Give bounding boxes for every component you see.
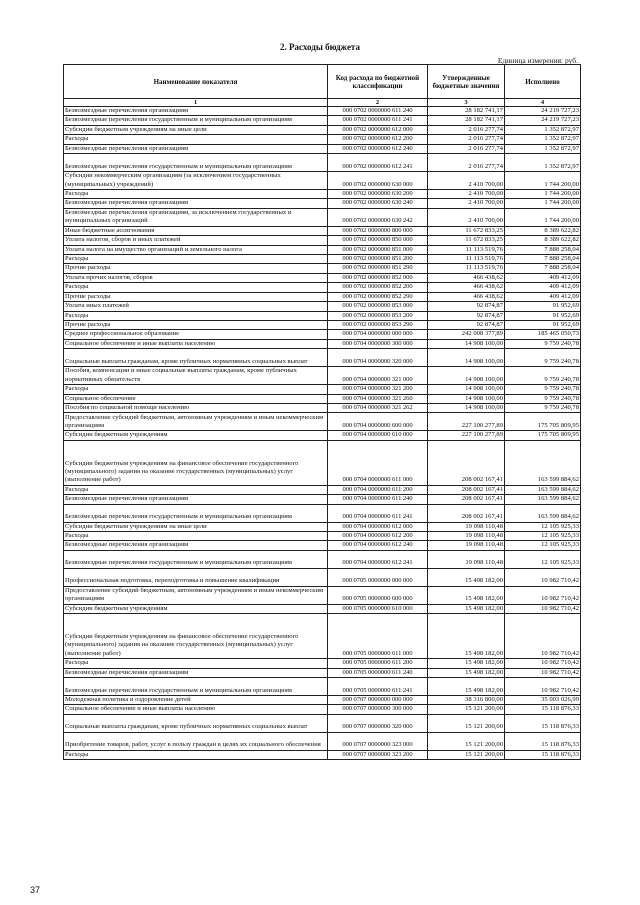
table-row <box>64 330 581 339</box>
row-name: Иные бюджетные ассигнования <box>64 226 328 235</box>
row-approved: 2 016 277,74 <box>428 144 505 153</box>
row-name: Социальное обеспечение и иные выплаты населению <box>64 339 328 348</box>
row-approved: 208 002 167,41 <box>428 440 505 485</box>
row-name: Социальное обеспечение и иные выплаты населению <box>64 705 328 714</box>
row-executed: 1 744 200,00 <box>505 199 581 208</box>
row-name: Безвозмездные перечисления государственным и муниципальным организациям <box>64 678 328 696</box>
row-approved: 208 002 167,41 <box>428 504 505 522</box>
row-approved: 2 410 700,00 <box>428 208 505 226</box>
row-name: Молодежная политика и оздоровление детей <box>64 696 328 705</box>
row-approved: 2 016 277,74 <box>428 154 505 172</box>
row-executed: 10 982 710,42 <box>505 678 581 696</box>
table-row <box>64 485 581 494</box>
header-approved: Утвержденные бюджетные значения <box>428 65 505 99</box>
row-executed: 10 982 710,42 <box>505 668 581 677</box>
row-executed: 1 744 200,00 <box>505 190 581 199</box>
table-row <box>64 264 581 273</box>
table-row <box>64 413 581 431</box>
row-code: 000 0704 0000000 321 000 <box>328 367 428 385</box>
row-code: 000 0704 0000000 611 241 <box>328 504 428 522</box>
row-executed: 163 599 884,62 <box>505 485 581 494</box>
row-approved: 227 100 277,89 <box>428 431 505 440</box>
row-code: 000 0704 0000000 321 200 <box>328 385 428 394</box>
row-name: Предоставление субсидий бюджетным, автономным учреждениям и иным некоммерческим организациям <box>64 586 328 604</box>
row-name: Безвозмездные перечисления организациям <box>64 668 328 677</box>
row-name: Уплата иных платежей <box>64 302 328 311</box>
row-code: 000 0702 0000000 630 200 <box>328 190 428 199</box>
table-row <box>64 199 581 208</box>
row-name: Субсидии бюджетным учреждениям на финансовое обеспечение государственного (муниципального) задания на оказание государственных (муниципальных) услуг (выполнение работ) <box>64 614 328 659</box>
row-name: Безвозмездные перечисления организациям <box>64 199 328 208</box>
table-row <box>64 311 581 320</box>
row-name: Пособия, компенсации и иные социальные выплаты гражданам, кроме публичных нормативных обязательств <box>64 367 328 385</box>
row-name: Субсидии бюджетным учреждениям на иные цели <box>64 522 328 531</box>
table-row <box>64 339 581 348</box>
table-row <box>64 732 581 750</box>
row-code: 000 0702 0000000 851 290 <box>328 264 428 273</box>
row-code: 000 0702 0000000 853 200 <box>328 311 428 320</box>
row-approved: 15 121 200,00 <box>428 714 505 732</box>
row-approved: 11 113 519,76 <box>428 264 505 273</box>
row-code: 000 0705 0000000 610 000 <box>328 604 428 613</box>
row-executed: 12 105 925,33 <box>505 541 581 550</box>
table-row <box>64 431 581 440</box>
row-name: Предоставление субсидий бюджетным, автономным учреждениям и иным некоммерческим организациям <box>64 413 328 431</box>
row-approved: 2 410 700,00 <box>428 190 505 199</box>
units-label: Единица измерения: руб. <box>497 56 578 65</box>
table-row <box>64 144 581 153</box>
row-name: Расходы <box>64 531 328 540</box>
row-name: Расходы <box>64 385 328 394</box>
row-name: Безвозмездные перечисления государственным и муниципальным организациям <box>64 504 328 522</box>
row-approved: 38 316 800,00 <box>428 696 505 705</box>
row-name: Безвозмездные перечисления организациям, за исключением государственных и муниципальных организаций <box>64 208 328 226</box>
row-approved: 15 498 182,00 <box>428 668 505 677</box>
row-code: 000 0705 0000000 611 000 <box>328 614 428 659</box>
row-executed: 12 105 925,33 <box>505 531 581 540</box>
table-row <box>64 668 581 677</box>
table-row <box>64 678 581 696</box>
section-title: 2. Расходы бюджета <box>280 42 360 52</box>
row-approved: 208 002 167,41 <box>428 495 505 504</box>
table-row <box>64 586 581 604</box>
row-approved: 28 182 741,17 <box>428 116 505 125</box>
row-executed: 163 599 884,62 <box>505 504 581 522</box>
table-row <box>64 614 581 659</box>
row-name: Социальные выплаты гражданам, кроме публичных нормативных социальных выплат <box>64 714 328 732</box>
table-row <box>64 440 581 485</box>
table-row <box>64 367 581 385</box>
row-approved: 11 672 833,25 <box>428 236 505 245</box>
row-code: 000 0705 0000000 611 241 <box>328 678 428 696</box>
row-code: 000 0702 0000000 800 000 <box>328 226 428 235</box>
row-approved: 15 498 182,00 <box>428 586 505 604</box>
row-executed: 9 759 240,78 <box>505 385 581 394</box>
row-executed: 9 759 240,78 <box>505 339 581 348</box>
col-number: 2 <box>328 99 428 107</box>
row-executed: 24 219 727,23 <box>505 107 581 116</box>
row-name: Социальные выплаты гражданам, кроме публичных нормативных социальных выплат <box>64 349 328 367</box>
row-executed: 409 412,09 <box>505 283 581 292</box>
row-approved: 2 410 700,00 <box>428 172 505 190</box>
row-executed: 7 888 258,04 <box>505 255 581 264</box>
row-code: 000 0705 0000000 000 000 <box>328 568 428 586</box>
row-executed: 1 352 872,97 <box>505 135 581 144</box>
header-code: Код расхода по бюджетной классификации <box>328 65 428 99</box>
row-name: Социальное обеспечение <box>64 394 328 403</box>
header-executed: Исполнено <box>505 65 581 99</box>
row-code: 000 0704 0000000 320 000 <box>328 349 428 367</box>
table-row <box>64 135 581 144</box>
row-executed: 1 352 872,97 <box>505 144 581 153</box>
row-executed: 409 412,09 <box>505 273 581 282</box>
row-approved: 92 874,87 <box>428 311 505 320</box>
row-approved: 227 100 277,89 <box>428 413 505 431</box>
row-name: Безвозмездные перечисления организациям <box>64 495 328 504</box>
row-executed: 10 982 710,42 <box>505 604 581 613</box>
row-executed: 10 982 710,42 <box>505 659 581 668</box>
row-executed: 9 759 240,78 <box>505 349 581 367</box>
row-executed: 15 118 876,33 <box>505 750 581 759</box>
row-code: 000 0704 0000000 612 200 <box>328 531 428 540</box>
budget-expenses-table <box>63 64 581 760</box>
table-row <box>64 349 581 367</box>
table-row <box>64 116 581 125</box>
row-name: Уплата налога на имущество организаций и земельного налога <box>64 245 328 254</box>
row-executed: 409 412,09 <box>505 292 581 301</box>
row-code: 000 0704 0000000 612 000 <box>328 522 428 531</box>
table-row <box>64 696 581 705</box>
table-row <box>64 154 581 172</box>
row-code: 000 0705 0000000 600 000 <box>328 586 428 604</box>
row-name: Субсидии бюджетным учреждениям на иные цели <box>64 125 328 134</box>
row-code: 000 0704 0000000 321 260 <box>328 394 428 403</box>
col-number: 4 <box>505 99 581 107</box>
row-executed: 1 744 200,00 <box>505 172 581 190</box>
row-executed: 15 118 876,33 <box>505 714 581 732</box>
table-row <box>64 273 581 282</box>
row-code: 000 0702 0000000 612 200 <box>328 135 428 144</box>
row-code: 000 0705 0000000 611 200 <box>328 659 428 668</box>
table-row <box>64 522 581 531</box>
row-name: Безвозмездные перечисления государственным и муниципальным организациям <box>64 154 328 172</box>
table-row <box>64 541 581 550</box>
table-row <box>64 705 581 714</box>
row-approved: 11 113 519,76 <box>428 255 505 264</box>
row-code: 000 0704 0000000 600 000 <box>328 413 428 431</box>
row-approved: 92 874,87 <box>428 302 505 311</box>
row-code: 000 0702 0000000 611 240 <box>328 107 428 116</box>
row-approved: 208 002 167,41 <box>428 485 505 494</box>
row-executed: 12 105 925,33 <box>505 522 581 531</box>
table-row <box>64 403 581 412</box>
table-row <box>64 385 581 394</box>
table-row <box>64 125 581 134</box>
table-body <box>64 107 581 760</box>
row-code: 000 0702 0000000 612 241 <box>328 154 428 172</box>
row-executed: 8 389 622,82 <box>505 226 581 235</box>
row-code: 000 0704 0000000 000 000 <box>328 330 428 339</box>
row-code: 000 0707 0000000 000 000 <box>328 696 428 705</box>
row-code: 000 0702 0000000 851 200 <box>328 255 428 264</box>
row-executed: 35 003 026,99 <box>505 696 581 705</box>
row-code: 000 0705 0000000 611 240 <box>328 668 428 677</box>
row-executed: 175 705 809,95 <box>505 413 581 431</box>
row-name: Субсидии бюджетным учреждениям <box>64 604 328 613</box>
row-approved: 19 098 110,48 <box>428 541 505 550</box>
row-name: Расходы <box>64 659 328 668</box>
row-executed: 1 744 200,00 <box>505 208 581 226</box>
row-name: Прочие расходы <box>64 320 328 329</box>
row-executed: 9 759 240,78 <box>505 394 581 403</box>
row-code: 000 0704 0000000 611 240 <box>328 495 428 504</box>
row-approved: 14 908 100,00 <box>428 403 505 412</box>
row-executed: 7 888 258,04 <box>505 245 581 254</box>
row-code: 000 0702 0000000 612 000 <box>328 125 428 134</box>
row-code: 000 0702 0000000 612 240 <box>328 144 428 153</box>
row-name: Субсидии некоммерческим организациям (за исключением государственных (муниципальных) учреждений) <box>64 172 328 190</box>
table-row <box>64 750 581 759</box>
row-name: Расходы <box>64 190 328 199</box>
row-executed: 10 982 710,42 <box>505 586 581 604</box>
row-name: Прочие расходы <box>64 264 328 273</box>
table-row <box>64 495 581 504</box>
table-row <box>64 604 581 613</box>
row-code: 000 0702 0000000 850 000 <box>328 236 428 245</box>
row-code: 000 0704 0000000 611 000 <box>328 440 428 485</box>
table-row <box>64 504 581 522</box>
row-code: 000 0702 0000000 853 290 <box>328 320 428 329</box>
row-approved: 2 410 700,00 <box>428 199 505 208</box>
row-code: 000 0704 0000000 321 262 <box>328 403 428 412</box>
row-executed: 1 352 872,97 <box>505 154 581 172</box>
row-approved: 2 016 277,74 <box>428 135 505 144</box>
row-name: Прочие расходы <box>64 292 328 301</box>
row-executed: 91 952,69 <box>505 302 581 311</box>
row-executed: 9 759 240,78 <box>505 403 581 412</box>
row-name: Приобретение товаров, работ, услуг в пользу граждан в целях их социального обеспечения <box>64 732 328 750</box>
row-executed: 15 118 876,33 <box>505 732 581 750</box>
row-executed: 1 352 872,97 <box>505 125 581 134</box>
row-executed: 24 219 727,23 <box>505 116 581 125</box>
row-code: 000 0704 0000000 611 200 <box>328 485 428 494</box>
row-approved: 11 672 833,25 <box>428 226 505 235</box>
row-approved: 466 438,62 <box>428 292 505 301</box>
row-executed: 10 982 710,42 <box>505 568 581 586</box>
row-name: Субсидии бюджетным учреждениям <box>64 431 328 440</box>
table-row <box>64 208 581 226</box>
table-row <box>64 320 581 329</box>
page-number: 37 <box>30 885 41 895</box>
row-approved: 15 498 182,00 <box>428 659 505 668</box>
row-code: 000 0702 0000000 630 240 <box>328 199 428 208</box>
row-approved: 466 438,62 <box>428 283 505 292</box>
row-approved: 11 113 519,76 <box>428 245 505 254</box>
row-approved: 14 908 100,00 <box>428 349 505 367</box>
row-code: 000 0702 0000000 630 242 <box>328 208 428 226</box>
row-approved: 242 008 377,89 <box>428 330 505 339</box>
row-executed: 175 705 809,95 <box>505 431 581 440</box>
table-row <box>64 283 581 292</box>
row-approved: 14 908 100,00 <box>428 339 505 348</box>
table-row <box>64 659 581 668</box>
row-executed: 163 599 884,62 <box>505 495 581 504</box>
row-name: Безвозмездные перечисления организациям <box>64 541 328 550</box>
table-row <box>64 394 581 403</box>
row-approved: 2 016 277,74 <box>428 125 505 134</box>
row-name: Пособия по социальной помощи населению <box>64 403 328 412</box>
row-executed: 185 465 050,73 <box>505 330 581 339</box>
row-code: 000 0702 0000000 852 290 <box>328 292 428 301</box>
row-approved: 15 121 200,00 <box>428 750 505 759</box>
row-approved: 466 438,62 <box>428 273 505 282</box>
row-code: 000 0702 0000000 853 000 <box>328 302 428 311</box>
row-approved: 15 498 182,00 <box>428 614 505 659</box>
table-row <box>64 550 581 568</box>
row-code: 000 0704 0000000 612 241 <box>328 550 428 568</box>
row-approved: 15 498 182,00 <box>428 678 505 696</box>
row-name: Безвозмездные перечисления государственным и муниципальным организациям <box>64 550 328 568</box>
row-name: Расходы <box>64 283 328 292</box>
row-approved: 15 121 200,00 <box>428 732 505 750</box>
table-row <box>64 531 581 540</box>
row-executed: 12 105 925,33 <box>505 550 581 568</box>
row-name: Профессиональная подготовка, переподготовка и повышение квалификации <box>64 568 328 586</box>
row-code: 000 0707 0000000 323 200 <box>328 750 428 759</box>
table-row <box>64 236 581 245</box>
row-name: Расходы <box>64 485 328 494</box>
row-code: 000 0702 0000000 611 241 <box>328 116 428 125</box>
row-executed: 91 952,69 <box>505 311 581 320</box>
row-approved: 19 098 110,48 <box>428 522 505 531</box>
row-code: 000 0707 0000000 320 000 <box>328 714 428 732</box>
row-executed: 10 982 710,42 <box>505 614 581 659</box>
row-name: Безвозмездные перечисления организациям <box>64 107 328 116</box>
row-executed: 7 888 258,04 <box>505 264 581 273</box>
row-code: 000 0704 0000000 612 240 <box>328 541 428 550</box>
table-row <box>64 255 581 264</box>
row-name: Субсидии бюджетным учреждениям на финансовое обеспечение государственного (муниципального) задания на оказание государственных (муниципальных) услуг (выполнение работ) <box>64 440 328 485</box>
row-code: 000 0702 0000000 852 000 <box>328 273 428 282</box>
col-number: 1 <box>64 99 328 107</box>
table-row <box>64 714 581 732</box>
row-approved: 15 498 182,00 <box>428 604 505 613</box>
row-approved: 14 908 100,00 <box>428 367 505 385</box>
table-row <box>64 568 581 586</box>
row-executed: 8 389 622,82 <box>505 236 581 245</box>
row-approved: 14 908 100,00 <box>428 394 505 403</box>
row-executed: 15 118 876,33 <box>505 705 581 714</box>
row-code: 000 0702 0000000 630 000 <box>328 172 428 190</box>
row-approved: 19 098 110,48 <box>428 550 505 568</box>
row-code: 000 0707 0000000 300 000 <box>328 705 428 714</box>
col-number: 3 <box>428 99 505 107</box>
row-approved: 15 498 182,00 <box>428 568 505 586</box>
row-code: 000 0707 0000000 323 000 <box>328 732 428 750</box>
table-row <box>64 245 581 254</box>
row-name: Безвозмездные перечисления государственным и муниципальным организациям <box>64 116 328 125</box>
row-name: Расходы <box>64 750 328 759</box>
table-row <box>64 107 581 116</box>
table-row <box>64 302 581 311</box>
row-approved: 92 874,87 <box>428 320 505 329</box>
row-code: 000 0704 0000000 300 000 <box>328 339 428 348</box>
table-row <box>64 292 581 301</box>
row-name: Уплата прочих налогов, сборов <box>64 273 328 282</box>
row-name: Среднее профессиональное образование <box>64 330 328 339</box>
row-code: 000 0704 0000000 610 000 <box>328 431 428 440</box>
table-row <box>64 172 581 190</box>
row-executed: 9 759 240,78 <box>505 367 581 385</box>
row-code: 000 0702 0000000 852 200 <box>328 283 428 292</box>
row-name: Расходы <box>64 135 328 144</box>
row-executed: 91 952,69 <box>505 320 581 329</box>
row-name: Расходы <box>64 311 328 320</box>
row-name: Уплата налогов, сборов и иных платежей <box>64 236 328 245</box>
row-approved: 28 182 741,17 <box>428 107 505 116</box>
row-approved: 14 908 100,00 <box>428 385 505 394</box>
row-code: 000 0702 0000000 851 000 <box>328 245 428 254</box>
table-row <box>64 226 581 235</box>
row-approved: 15 121 200,00 <box>428 705 505 714</box>
header-name: Наименование показателя <box>64 65 328 99</box>
row-approved: 19 098 110,48 <box>428 531 505 540</box>
row-executed: 163 599 884,62 <box>505 440 581 485</box>
table-row <box>64 190 581 199</box>
row-name: Расходы <box>64 255 328 264</box>
row-name: Безвозмездные перечисления организациям <box>64 144 328 153</box>
